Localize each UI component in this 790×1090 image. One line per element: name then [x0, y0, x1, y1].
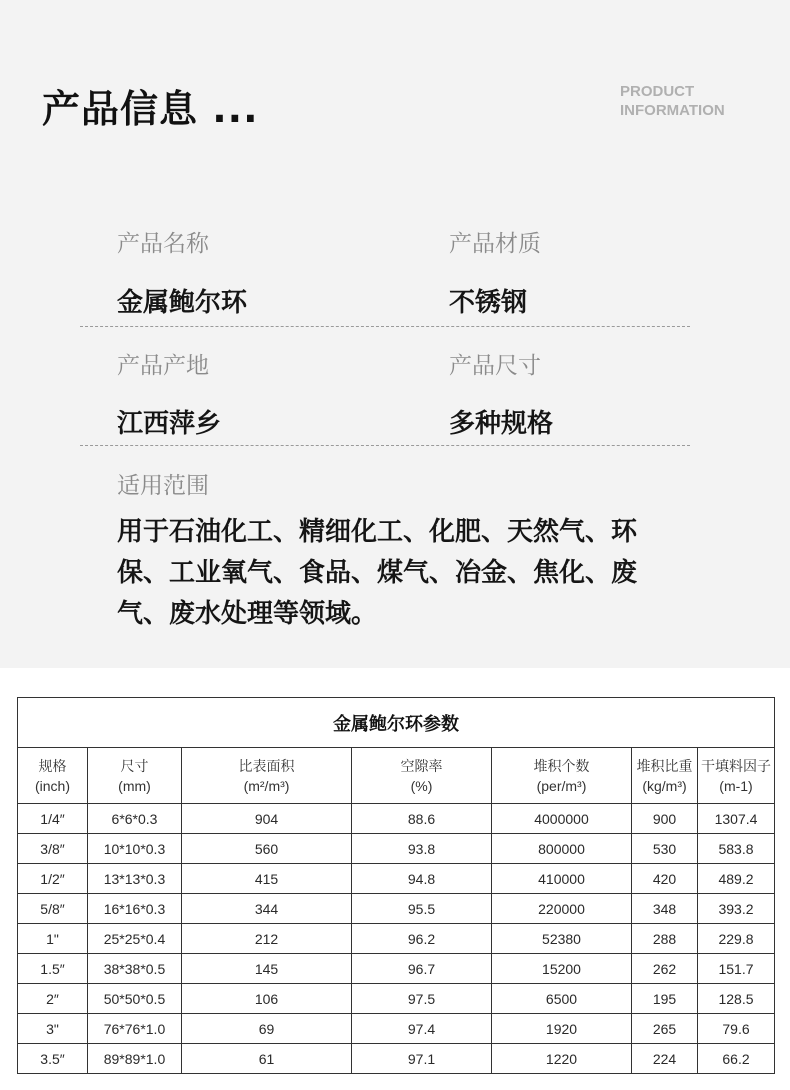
table-cell: 393.2: [698, 894, 775, 924]
table-cell: 79.6: [698, 1014, 775, 1044]
table-cell: 212: [182, 924, 352, 954]
table-cell: 2″: [18, 984, 88, 1014]
table-cell: 93.8: [352, 834, 492, 864]
table-row: [18, 1014, 775, 1044]
column-header: [182, 748, 352, 804]
column-header: [88, 748, 182, 804]
column-header: [632, 748, 698, 804]
table-cell: 76*76*1.0: [88, 1014, 182, 1044]
table-cell: 344: [182, 894, 352, 924]
table-cell: 583.8: [698, 834, 775, 864]
subtitle-line-1: PRODUCT: [620, 83, 695, 100]
origin-value: 江西萍乡: [117, 409, 222, 439]
table-cell: 97.5: [352, 984, 492, 1014]
column-header-name: 堆积个数: [533, 757, 590, 774]
material-value: 不锈钢: [449, 288, 528, 318]
table-cell: 489.2: [698, 864, 775, 894]
table-cell: 69: [182, 1014, 352, 1044]
name-label: 产品名称: [117, 231, 209, 257]
table-cell: 195: [632, 984, 698, 1014]
table-cell: 94.8: [352, 864, 492, 894]
table-cell: 262: [632, 954, 698, 984]
column-header-name: 规格: [38, 757, 67, 774]
table-cell: 265: [632, 1014, 698, 1044]
column-header-name: 尺寸: [120, 757, 149, 774]
divider: [80, 445, 690, 446]
table-cell: 1/4″: [18, 804, 88, 834]
scope-label: 适用范围: [117, 473, 209, 499]
table-cell: 6500: [492, 984, 632, 1014]
table-cell: 1.5″: [18, 954, 88, 984]
table-cell: 5/8″: [18, 894, 88, 924]
table-cell: 97.4: [352, 1014, 492, 1044]
table-title: 金属鲍尔环参数: [18, 698, 775, 748]
parameter-table: [17, 697, 775, 1074]
table-cell: 13*13*0.3: [88, 864, 182, 894]
table-cell: 1": [18, 924, 88, 954]
column-header: [492, 748, 632, 804]
table-cell: 1307.4: [698, 804, 775, 834]
column-header-unit: (%): [410, 777, 433, 794]
table-cell: 348: [632, 894, 698, 924]
table-cell: 4000000: [492, 804, 632, 834]
table-cell: 420: [632, 864, 698, 894]
column-header-unit: (per/m³): [536, 777, 587, 794]
table-cell: 96.7: [352, 954, 492, 984]
table-cell: 16*16*0.3: [88, 894, 182, 924]
table-row: [18, 954, 775, 984]
table-cell: 1920: [492, 1014, 632, 1044]
table-cell: 3": [18, 1014, 88, 1044]
column-header-unit: (mm): [118, 777, 151, 794]
table-row: [18, 984, 775, 1014]
column-header-unit: (m²/m³): [243, 777, 290, 794]
table-cell: 66.2: [698, 1044, 775, 1074]
table-cell: 1/2″: [18, 864, 88, 894]
size-label: 产品尺寸: [449, 353, 541, 379]
table-cell: 96.2: [352, 924, 492, 954]
table-cell: 38*38*0.5: [88, 954, 182, 984]
column-header: [698, 748, 775, 804]
column-header: [18, 748, 88, 804]
page-subtitle: [620, 82, 725, 120]
table-cell: 3.5″: [18, 1044, 88, 1074]
table-cell: 6*6*0.3: [88, 804, 182, 834]
table-row: [18, 834, 775, 864]
page-title: 产品信息 ...: [42, 87, 259, 131]
table-row: [18, 924, 775, 954]
table-cell: 88.6: [352, 804, 492, 834]
table-cell: 89*89*1.0: [88, 1044, 182, 1074]
table-cell: 61: [182, 1044, 352, 1074]
table-cell: 900: [632, 804, 698, 834]
table-cell: 530: [632, 834, 698, 864]
column-header-unit: (inch): [34, 777, 70, 794]
table-cell: 128.5: [698, 984, 775, 1014]
size-value: 多种规格: [449, 409, 554, 439]
scope-value: 用于石油化工、精细化工、化肥、天然气、环保、工业氧气、食品、煤气、冶金、焦化、废气、废水处理等领域。: [117, 517, 638, 629]
table-cell: 151.7: [698, 954, 775, 984]
table-cell: 52380: [492, 924, 632, 954]
table-cell: 95.5: [352, 894, 492, 924]
table-row: [18, 864, 775, 894]
table-cell: 106: [182, 984, 352, 1014]
table-cell: 560: [182, 834, 352, 864]
parameter-table-wrapper: [17, 697, 774, 1074]
table-cell: 415: [182, 864, 352, 894]
table-header-row: [18, 748, 775, 804]
table-cell: 410000: [492, 864, 632, 894]
table-cell: 15200: [492, 954, 632, 984]
table-cell: 97.1: [352, 1044, 492, 1074]
table-cell: 50*50*0.5: [88, 984, 182, 1014]
column-header: [352, 748, 492, 804]
subtitle-line-2: INFORMATION: [620, 102, 725, 119]
table-cell: 288: [632, 924, 698, 954]
table-cell: 3/8″: [18, 834, 88, 864]
column-header-name: 比表面积: [238, 757, 295, 774]
column-header-unit: (m-1): [719, 777, 753, 794]
column-header-unit: (kg/m³): [642, 777, 687, 794]
table-row: [18, 804, 775, 834]
origin-label: 产品产地: [117, 353, 209, 379]
material-label: 产品材质: [449, 231, 541, 257]
table-cell: 10*10*0.3: [88, 834, 182, 864]
table-cell: 800000: [492, 834, 632, 864]
table-cell: 224: [632, 1044, 698, 1074]
column-header-name: 堆积比重: [636, 757, 693, 774]
table-row: [18, 1044, 775, 1074]
column-header-name: 空隙率: [400, 757, 443, 774]
table-cell: 904: [182, 804, 352, 834]
table-cell: 1220: [492, 1044, 632, 1074]
name-value: 金属鲍尔环: [117, 288, 248, 318]
table-cell: 25*25*0.4: [88, 924, 182, 954]
table-body: [18, 748, 775, 1074]
column-header-name: 干填料因子: [701, 757, 771, 774]
table-row: [18, 894, 775, 924]
divider: [80, 326, 690, 327]
table-cell: 229.8: [698, 924, 775, 954]
table-cell: 220000: [492, 894, 632, 924]
table-cell: 145: [182, 954, 352, 984]
